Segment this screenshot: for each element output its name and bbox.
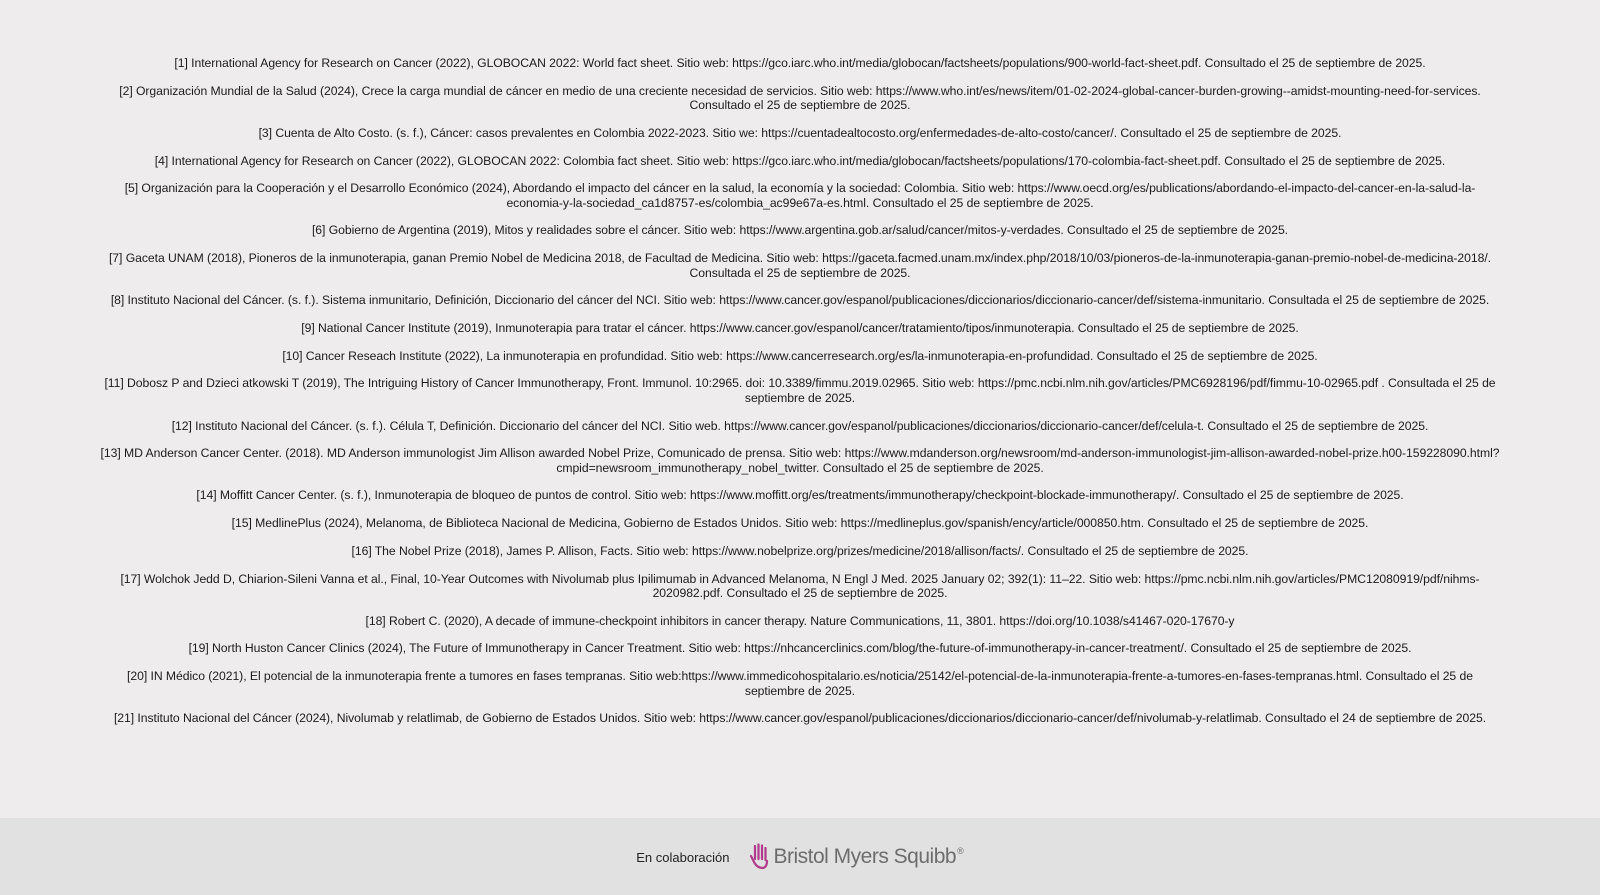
reference-6: [6] Gobierno de Argentina (2019), Mitos y realidades sobre el cáncer. Sitio web: https://www.argentina.gob.ar/salud/cancer/mitos-y-verdades. Consultado el 25 de septiembre de 2025. [311, 223, 1289, 238]
reference-15: [15] MedlinePlus (2024), Melanoma, de Biblioteca Nacional de Medicina, Gobierno de Estados Unidos. Sitio web: https://medlineplus.gov/spanish/ency/article/000850.htm. Consultado el 25 de septiembre de 2025. [231, 516, 1369, 531]
reference-18: [18] Robert C. (2020), A decade of immune-checkpoint inhibitors in cancer therapy. Nature Communications, 11, 3801. https://doi.org/10.1038/s41467-020-17670-y [365, 613, 1235, 628]
reference-11: [11] Dobosz P and Dzieci atkowski T (2019), The Intriguing History of Cancer Immunotherapy, Front. Immunol. 10:2965. doi: 10.3389/fimmu.2019.02965. Sitio web: https://pmc.ncbi.nlm.nih.gov/articles/PMC6928196/pdf/fimmu-10-02965.pdf . Consultada el 25 de septiembre de 2025. [104, 376, 1496, 405]
reference-17: [17] Wolchok Jedd D, Chiarion-Sileni Vanna et al., Final, 10-Year Outcomes with Nivolumab plus Ipilimumab in Advanced Melanoma, N Engl J Med. 2025 January 02; 392(1): 11–22. Sitio web: https://pmc.ncbi.nlm.nih.gov/articles/PMC12080919/pdf/nihms-2020982.pdf. Consultado el 25 de septiembre de 2025. [120, 571, 1480, 600]
reference-21: [21] Instituto Nacional del Cáncer (2024), Nivolumab y relatlimab, de Gobierno de Estados Unidos. Sitio web: https://www.cancer.gov/espanol/publicaciones/diccionarios/diccionario-cancer/def/nivolumab-y-relatlimab. Consultado el 24 de septiembre de 2025. [113, 711, 1487, 726]
brand-logo [748, 843, 964, 871]
hand-icon [748, 843, 770, 871]
reference-19: [19] North Huston Cancer Clinics (2024), The Future of Immunotherapy in Cancer Treatment. Sitio web: https://nhcancerclinics.com/blog/the-future-of-immunotherapy-in-cancer-treatment/. Consultado el 25 de septiembre de 2025. [188, 641, 1412, 656]
references-list [100, 56, 1500, 739]
reference-12: [12] Instituto Nacional del Cáncer. (s. f.). Célula T, Definición. Diccionario del cáncer del NCI. Sitio web. https://www.cancer.gov/espanol/publicaciones/diccionarios/diccionario-cancer/def/celula-t. Consultado el 25 de septiembre de 2025. [171, 418, 1429, 433]
footer-bar [0, 818, 1600, 895]
reference-3: [3] Cuenta de Alto Costo. (s. f.), Cáncer: casos prevalentes en Colombia 2022-2023. Sitio we: https://cuentadealtocosto.org/enfermedades-de-alto-costo/cancer/. Consultado el 25 de septiembre de 2025. [258, 125, 1342, 140]
reference-9: [9] National Cancer Institute (2019), Inmunoterapia para tratar el cáncer. https://www.cancer.gov/espanol/cancer/tratamiento/tipos/inmunoterapia. Consultado el 25 de septiembre de 2025. [301, 321, 1299, 335]
brand-name: Bristol Myers Squibb [773, 844, 957, 868]
reference-10: [10] Cancer Reseach Institute (2022), La inmunoterapia en profundidad. Sitio web: https://www.cancerresearch.org/es/la-inmunoterapia-en-profundidad. Consultado el 25 de septiembre de 2025. [282, 348, 1318, 363]
collaboration-label: En colaboración [636, 850, 730, 865]
reference-13: [13] MD Anderson Cancer Center. (2018). MD Anderson immunologist Jim Allison awarded Nobel Prize, Comunicado de prensa. Sitio web: https://www.mdanderson.org/newsroom/md-anderson-immunologist-jim-allison-awarded-nobel-prize.h00-159228090.html?cmpid=newsroom_immunotherapy_nobel_twitter. Consultado el 25 de septiembre de 2025. [100, 446, 1500, 475]
reference-16: [16] The Nobel Prize (2018), James P. Allison, Facts. Sitio web: https://www.nobelprize.org/prizes/medicine/2018/allison/facts/. Consultado el 25 de septiembre de 2025. [351, 543, 1249, 558]
reference-2: [2] Organización Mundial de la Salud (2024), Crece la carga mundial de cáncer en medio de una creciente necesidad de servicios. Sitio web: https://www.who.int/es/news/item/01-02-2024-global-cancer-burden-growing--amidst-mounting-need-for-services. Consultado el 25 de septiembre de 2025. [119, 83, 1481, 113]
reference-5: [5] Organización para la Cooperación y el Desarrollo Económico (2024), Abordando el impacto del cáncer en la salud, la economía y la sociedad: Colombia. Sitio web: https://www.oecd.org/es/publications/abordando-el-impacto-del-cancer-en-la-salud-la-economia-y-la-sociedad_ca1d8757-es/colombia_ac99e67a-es.html. Consultado el 25 de septiembre de 2025. [124, 181, 1476, 210]
reference-1: [1] International Agency for Research on Cancer (2022), GLOBOCAN 2022: World fact sheet. Sitio web: https://gco.iarc.who.int/media/globocan/factsheets/populations/900-world-fact-sheet.pdf. Consultado el 25 de septiembre de 2025. [174, 56, 1426, 70]
reference-20: [20] IN Médico (2021), El potencial de la inmunoterapia frente a tumores en fases tempranas. Sitio web:https://www.immedicohospitalario.es/noticia/25142/el-potencial-de-la-inmunoterapia-frente-a-tumores-en-fases-tempranas.html. Consultado el 25 de septiembre de 2025. [127, 669, 1473, 698]
reference-7: [7] Gaceta UNAM (2018), Pioneros de la inmunoterapia, ganan Premio Nobel de Medicina 2018, de Facultad de Medicina. Sitio web: https://gaceta.facmed.unam.mx/index.php/2018/10/03/pioneros-de-la-inmunoterapia-ganan-premio-nobel-de-medicina-2018/. Consultada el 25 de septiembre de 2025. [108, 251, 1492, 280]
reference-8: [8] Instituto Nacional del Cáncer. (s. f.). Sistema inmunitario, Definición, Diccionario del cáncer del NCI. Sitio web: https://www.cancer.gov/espanol/publicaciones/diccionarios/diccionario-cancer/def/sistema-inmunitario. Consultada el 25 de septiembre de 2025. [110, 293, 1490, 308]
registered-mark: ® [957, 845, 964, 856]
reference-14: [14] Moffitt Cancer Center. (s. f.), Inmunoterapia de bloqueo de puntos de control. Sitio web: https://www.moffitt.org/es/treatments/immunotherapy/checkpoint-blockade-immunotherapy/. Consultado el 25 de septiembre de 2025. [196, 488, 1404, 503]
reference-4: [4] International Agency for Research on Cancer (2022), GLOBOCAN 2022: Colombia fact sheet. Sitio web: https://gco.iarc.who.int/media/globocan/factsheets/populations/170-colombia-fact-sheet.pdf. Consultado el 25 de septiembre de 2025. [154, 153, 1446, 168]
